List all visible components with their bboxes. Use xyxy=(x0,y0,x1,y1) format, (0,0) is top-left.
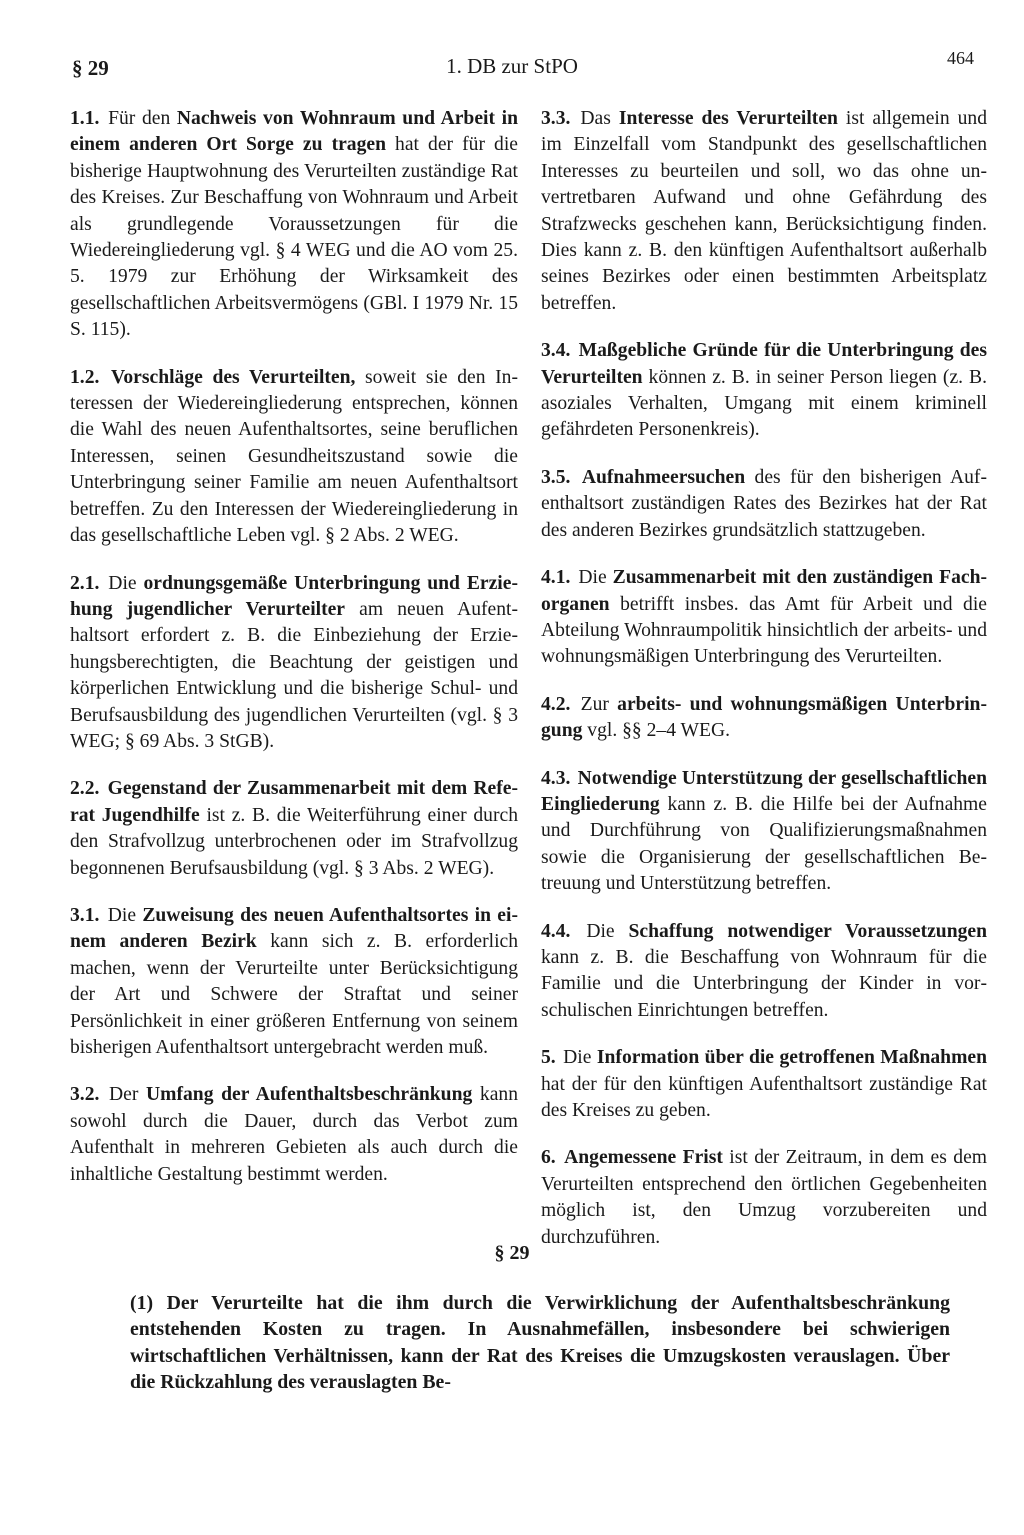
paragraph-number: 6. xyxy=(541,1147,563,1169)
paragraph-text: Die xyxy=(107,904,143,926)
paragraph-keyword: arbeits- und wohnungsmäßigen Unterbringung xyxy=(541,693,987,742)
header-section: § 29 xyxy=(72,56,109,80)
paragraph xyxy=(541,766,987,898)
paragraph-keyword: Notwendige Unterstützung der gesellschaftlichen Eingliederung xyxy=(541,767,987,815)
paragraph-number: 5. xyxy=(541,1047,562,1069)
paragraph-keyword: Vorschläge des Verurteilten, xyxy=(111,366,356,388)
paragraph-text: Zur xyxy=(580,693,618,715)
paragraph-keyword: Umfang der Aufenthaltsbeschränkung xyxy=(146,1084,473,1106)
paragraph-number: 3.4. xyxy=(541,340,577,362)
paragraph-text: Das xyxy=(580,108,619,129)
paragraph-number: 3.5. xyxy=(541,466,580,488)
paragraph-keyword: Angemessene Frist xyxy=(564,1147,723,1169)
paragraph xyxy=(70,106,518,344)
paragraph-keyword: Nachweis von Wohnraum und Arbeit in einem anderen Ort Sorge zu tragen xyxy=(70,108,518,156)
paragraph-number: 3.3. xyxy=(541,108,579,129)
page-number: 464 xyxy=(947,48,974,68)
section-heading: § 29 xyxy=(494,1242,530,1264)
paragraph-keyword: Zusammenarbeit mit den zuständigen Fachorganen xyxy=(541,567,987,615)
paragraph-text: Für den xyxy=(108,108,177,129)
paragraph-number: 3.1. xyxy=(70,904,106,926)
paragraph xyxy=(541,919,987,1025)
paragraph-keyword: Maßgebliche Gründe für die Unterbringung des Verurteilten xyxy=(541,340,987,388)
left-column xyxy=(70,106,518,1209)
paragraph xyxy=(541,565,987,671)
paragraph-text: Die xyxy=(563,1047,597,1069)
paragraph-number: 4.4. xyxy=(541,920,585,942)
paragraph-text: hat der für den künftigen Aufenthaltsort zuständige Rat des Kreises zu geben. xyxy=(541,1073,987,1121)
paragraph-text: betrifft insbes. das Amt für Arbeit und die Abteilung Wohnraumpolitik hinsichtlich der arbeits- und wohnungsmäßigen Unterbringung des Verurteilten. xyxy=(541,593,987,668)
paragraph xyxy=(541,692,987,745)
paragraph xyxy=(541,106,987,317)
paragraph-number: 4.3. xyxy=(541,767,576,789)
paragraph-text: Die xyxy=(586,920,629,942)
paragraph-keyword: Interesse des Verurteilten xyxy=(618,108,838,129)
paragraph-text: Die xyxy=(108,572,144,594)
paragraph xyxy=(541,465,987,544)
paragraph-text: am neuen Aufenthaltsort erfordert z. B. die Einbeziehung der Erziehungsberechtigten, die Beachtung der geistigen und körperlichen Entwicklung und die bisherige Schul- und Berufsausbildung des jugendlichen Verurteilten (vgl. § 3 WEG; § 69 Abs. 3 StGB). xyxy=(70,598,519,752)
paragraph-keyword: Aufnahmeersuchen xyxy=(581,466,746,488)
paragraph-text: soweit sie den Interessen der Wiedereingliederung entsprechen, können die Wahl des neuen Aufenthaltsortes, seine beruflichen Interessen, seinen Gesundheitszustand sowie die Unterbringung seiner Familie am neuen Aufenthaltsort betreffen. Zu den Interessen der Wiedereingliederung in das gesellschaftliche Leben vgl. § 2 Abs. 2 WEG. xyxy=(70,366,518,547)
header-title: 1. DB zur StPO xyxy=(446,54,578,78)
paragraph-text: kann z. B. die Hilfe bei der Aufnahme und Durchführung von Qualifizierungsmaßnahmen sowie die Organisierung der gesellschaftlichen Betreuung und Unterstützung betreffen. xyxy=(541,793,987,895)
paragraph-keyword: Zuweisung des neuen Aufenthaltsortes in einem anderen Bezirk xyxy=(70,904,518,953)
paragraph-text: kann z. B. die Beschaffung von Wohnraum für die Familie und die Unterbringung der Kinder in vorschulischen Einrichtungen betreffen. xyxy=(541,946,987,1021)
paragraph-keyword: Schaffung notwendiger Voraussetzungen xyxy=(628,920,987,942)
paragraph-text: Der xyxy=(109,1084,147,1106)
paragraph-number: 1.2. xyxy=(70,366,110,388)
right-column xyxy=(541,106,987,1272)
paragraph-text: ist der Zeitraum, in dem es dem Verurteilten entsprechend den örtlichen Gegebenheiten möglich ist, den Umzug vorzubereiten und durchzuführen. xyxy=(541,1147,988,1248)
paragraph-keyword: ordnungsgemäße Unterbringung und Erziehung jugendlicher Verurteilter xyxy=(70,572,518,620)
paragraph-text: ist z. B. die Weiterführung einer durch den Strafvollzug unterbrochenen oder im Strafvollzug begonnenen Berufsausbildung (vgl. § 3 Abs. 2 WEG). xyxy=(70,804,518,879)
paragraph-keyword: Gegenstand der Zusammenarbeit mit dem Referat Jugendhilfe xyxy=(70,778,518,826)
paragraph xyxy=(541,1045,987,1124)
paragraph-text: ist allgemein und im Einzelfall vom Standpunkt des gesellschaftlichen Interesses zu beurteilen und soll, wo das ohne unvertretbaren Aufwand und ohne Gefährdung des Strafzwecks geschehen kann, Berücksichtigung finden. Dies kann z. B. den künftigen Aufenthaltsort außerhalb seines Bezirkes oder einen bestimmten Arbeitsplatz betreffen. xyxy=(541,108,988,314)
paragraph-number: 4.1. xyxy=(541,567,577,589)
paragraph-text: Die xyxy=(578,567,613,589)
paragraph-text: vgl. §§ 2–4 WEG. xyxy=(582,720,731,742)
law-paragraph: (1) Der Verurteilte hat die ihm durch die Verwirklichung der Aufenthaltsbeschränkung entstehenden Kosten zu tragen. In Ausnahmefällen, insbesondere bei schwierigen wirtschaftlichen Verhältnissen, kann der Rat des Kreises die Umzugskosten verauslagen. Über die Rückzahlung des verauslagten Be- xyxy=(130,1292,950,1394)
paragraph xyxy=(70,776,518,882)
paragraph xyxy=(541,1145,987,1251)
paragraph xyxy=(70,903,518,1061)
paragraph xyxy=(70,365,518,550)
paragraph-keyword: Information über die getroffenen Maßnahmen xyxy=(596,1047,987,1069)
paragraph xyxy=(70,571,518,756)
paragraph-number: 2.1. xyxy=(70,572,107,594)
paragraph-number: 4.2. xyxy=(541,693,579,715)
paragraph-text: des für den bisherigen Aufenthaltsort zuständigen Rates des Bezirkes hat der Rat des anderen Bezirkes grundsätzlich stattzugeben. xyxy=(541,466,987,541)
paragraph xyxy=(70,1082,518,1188)
paragraph-text: können z. B. in seiner Person liegen (z. B. asoziales Verhalten, Umgang mit einem kriminell gefährdeten Personenkreis). xyxy=(541,366,987,441)
paragraph-number: 1.1. xyxy=(70,108,107,129)
paragraph-text: kann sich z. B. erforderlich machen, wenn der Verurteilte unter Berücksichtigung der Art und Schwere der Straftat und seiner Persönlichkeit in einer größeren Entfernung von seinem bisherigen Aufenthaltsort untergebracht werden muß. xyxy=(70,931,519,1058)
paragraph xyxy=(541,338,987,444)
paragraph-number: 2.2. xyxy=(70,778,106,800)
paragraph-text: kann sowohl durch die Dauer, durch das Verbot zum Aufenthalt in mehreren Gebieten als auch durch die inhaltliche Gestaltung bestimmt werden. xyxy=(70,1084,518,1185)
paragraph-number: 3.2. xyxy=(70,1084,108,1106)
paragraph-text: hat der für die bisherige Hauptwohnung des Verurteilten zuständige Rat des Kreises. Zur Beschaffung von Wohnraum und Arbeit als grundlegende Voraussetzungen für die Wiedereingliederung vgl. § 4 WEG und die AO vom 25. 5. 1979 zur Erhöhung der Wirksamkeit des gesellschaftlichen Arbeitsvermögens (GBl. I 1979 Nr. 15 S. 115). xyxy=(70,134,518,341)
